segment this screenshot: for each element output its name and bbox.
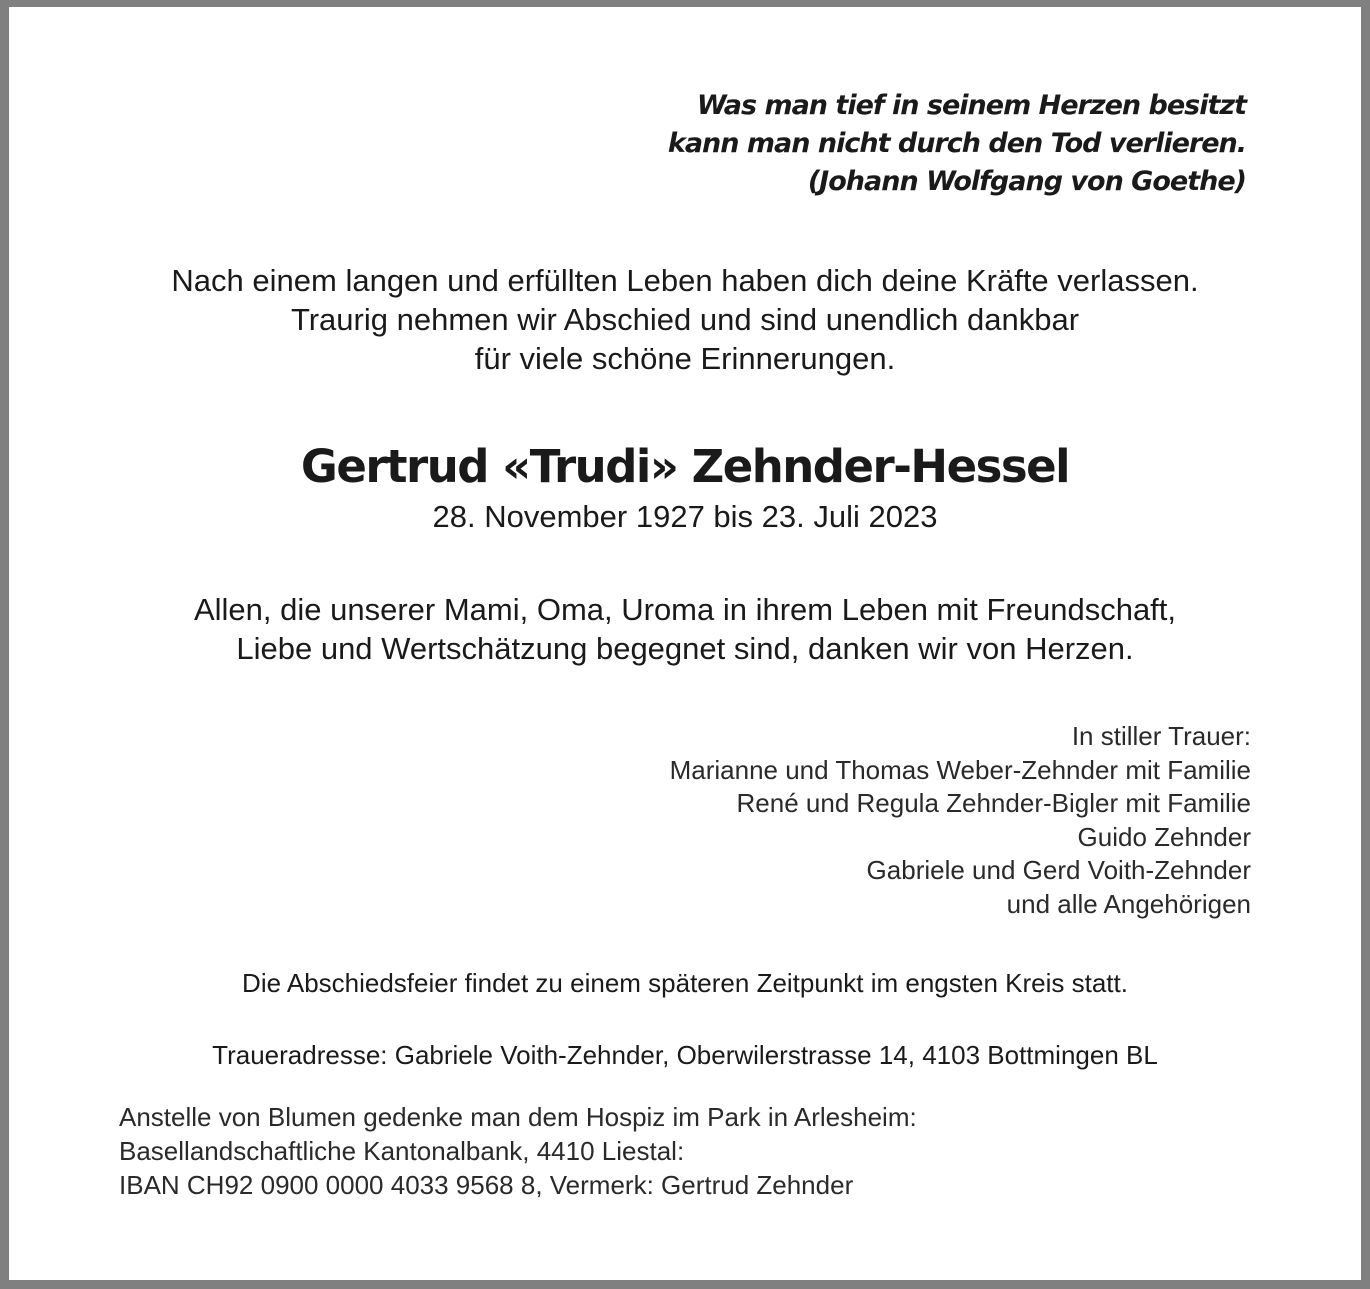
intro-line: Nach einem langen und erfüllten Leben haben dich deine Kräfte verlassen. <box>171 263 1199 298</box>
mourners-list <box>670 720 1251 922</box>
mourner-name: Marianne und Thomas Weber-Zehnder mit Familie <box>669 754 1251 785</box>
intro-line: Traurig nehmen wir Abschied und sind unendlich dankbar <box>290 302 1080 337</box>
quote-line: kann man nicht durch den Tod verlieren. <box>667 128 1246 159</box>
thanks-text <box>9 590 1361 668</box>
life-dates: 28. November 1927 bis 23. Juli 2023 <box>432 499 938 534</box>
thanks-line: Allen, die unserer Mami, Oma, Uroma in ihrem Leben mit Freundschaft, <box>193 592 1177 627</box>
mourner-name: und alle Angehörigen <box>1006 888 1251 919</box>
mourner-name: Guido Zehnder <box>1077 821 1251 852</box>
ceremony-notice: Die Abschiedsfeier findet zu einem späteren Zeitpunkt im engsten Kreis statt. <box>242 968 1128 998</box>
thanks-line: Liebe und Wertschätzung begegnet sind, danken wir von Herzen. <box>236 631 1134 666</box>
deceased-name: Gertrud «Trudi» Zehnder-Hessel <box>300 440 1070 493</box>
goethe-quote <box>668 87 1246 201</box>
mourner-name: René und Regula Zehnder-Bigler mit Familie <box>736 788 1251 819</box>
obituary-page <box>9 7 1361 1280</box>
donation-line: Basellandschaftliche Kantonalbank, 4410 Liestal: <box>119 1136 685 1166</box>
intro-text <box>9 261 1361 378</box>
donation-notice <box>119 1100 917 1202</box>
mourner-name: Gabriele und Gerd Voith-Zehnder <box>866 855 1251 886</box>
intro-line: für viele schöne Erinnerungen. <box>474 341 896 376</box>
mourning-address: Traueradresse: Gabriele Voith-Zehnder, Oberwilerstrasse 14, 4103 Bottmingen BL <box>212 1040 1158 1070</box>
mourners-heading: In stiller Trauer: <box>1071 721 1251 751</box>
donation-line: IBAN CH92 0900 0000 4033 9568 8, Vermerk: Gertrud Zehnder <box>119 1170 854 1200</box>
donation-line: Anstelle von Blumen gedenke man dem Hospiz im Park in Arlesheim: <box>119 1102 917 1132</box>
quote-line: Was man tief in seinem Herzen besitzt <box>696 90 1246 121</box>
quote-attribution: (Johann Wolfgang von Goethe) <box>807 166 1246 197</box>
